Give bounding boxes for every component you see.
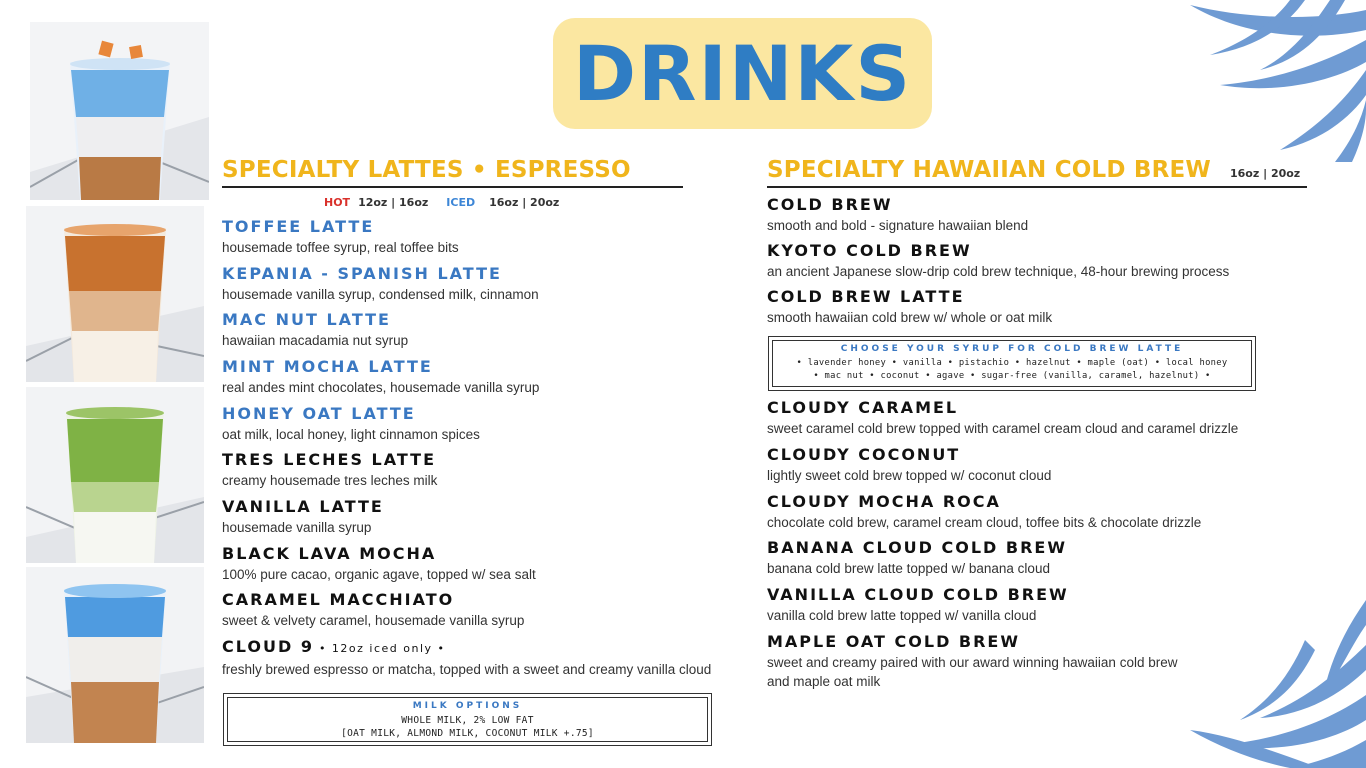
item-name: MAC NUT LATTE xyxy=(222,310,391,329)
item-name: CLOUDY MOCHA ROCA xyxy=(767,492,1001,511)
item-desc: an ancient Japanese slow-drip cold brew technique, 48-hour brewing process xyxy=(767,264,1230,279)
item-name: BLACK LAVA MOCHA xyxy=(222,544,437,563)
item-name: MAPLE OAT COLD BREW xyxy=(767,632,1021,651)
item-name: CARAMEL MACCHIATO xyxy=(222,590,455,609)
coldbrew-divider xyxy=(767,186,1307,188)
item-desc: hawaiian macadamia nut syrup xyxy=(222,333,409,348)
photo-blue-latte xyxy=(30,22,209,200)
blue-latte-cup-icon xyxy=(30,22,209,200)
hot-sizes: 12oz | 16oz xyxy=(358,196,429,209)
coldbrew-heading: SPECIALTY HAWAIIAN COLD BREW xyxy=(767,157,1212,183)
item-desc: creamy housemade tres leches milk xyxy=(222,473,438,488)
item-desc: vanilla cold brew latte topped w/ vanilla cloud xyxy=(767,608,1037,623)
item-desc: sweet caramel cold brew topped with caramel cream cloud and caramel drizzle xyxy=(767,421,1239,436)
item-desc: lightly sweet cold brew topped w/ coconut cloud xyxy=(767,468,1052,483)
palm-leaf-top-icon xyxy=(1090,0,1366,162)
item-desc: real andes mint chocolates, housemade vanilla syrup xyxy=(222,380,540,395)
menu-item-mac-nut-latte xyxy=(222,310,408,350)
lattes-sizes xyxy=(324,196,559,209)
menu-item-cloudy-mocha-roca xyxy=(767,492,1201,532)
menu-item-mint-mocha-latte xyxy=(222,357,539,397)
milk-options-box xyxy=(223,693,712,746)
menu-item-cloud-9 xyxy=(222,637,711,679)
menu-item-cloudy-caramel xyxy=(767,398,1238,438)
photo-iced-latte xyxy=(26,206,204,382)
item-name: MINT MOCHA LATTE xyxy=(222,357,433,376)
item-name: COLD BREW LATTE xyxy=(767,287,965,306)
item-desc: oat milk, local honey, light cinnamon spices xyxy=(222,427,480,442)
item-desc: banana cold brew latte topped w/ banana cloud xyxy=(767,561,1050,576)
item-name: COLD BREW xyxy=(767,195,893,214)
menu-item-banana-cloud-cold-brew xyxy=(767,538,1067,578)
item-name xyxy=(222,637,711,659)
menu-item-tres-leches-latte xyxy=(222,450,437,490)
cloud-latte-cup-icon xyxy=(26,567,204,743)
menu-item-vanilla-latte xyxy=(222,497,384,537)
item-name-text: CLOUD 9 xyxy=(222,637,314,656)
item-desc: smooth hawaiian cold brew w/ whole or oat milk xyxy=(767,310,1053,325)
syrup-options-title: CHOOSE YOUR SYRUP FOR COLD BREW LATTE xyxy=(840,344,1184,354)
matcha-latte-cup-icon xyxy=(26,387,204,563)
photo-cloud-latte xyxy=(26,567,204,743)
milk-options-line: [OAT MILK, ALMOND MILK, COCONUT MILK +.75] xyxy=(341,728,594,739)
title-banner xyxy=(553,18,932,129)
item-name: VANILLA LATTE xyxy=(222,497,384,516)
menu-item-toffee-latte xyxy=(222,217,459,257)
item-desc: sweet and creamy paired with our award winning hawaiian cold brew xyxy=(767,655,1178,670)
syrup-options-line: • mac nut • coconut • agave • sugar-free (vanilla, caramel, hazelnut) • xyxy=(813,371,1211,381)
item-name: TRES LECHES LATTE xyxy=(222,450,436,469)
item-desc: smooth and bold - signature hawaiian blend xyxy=(767,218,1029,233)
menu-item-kepania-latte xyxy=(222,264,539,304)
coldbrew-sizes: 16oz | 20oz xyxy=(1230,167,1301,180)
item-desc: chocolate cold brew, caramel cream cloud, toffee bits & chocolate drizzle xyxy=(767,515,1202,530)
item-name: CLOUDY COCONUT xyxy=(767,445,961,464)
item-desc: sweet & velvety caramel, housemade vanilla syrup xyxy=(222,613,525,628)
milk-options-title: MILK OPTIONS xyxy=(412,701,523,711)
item-name: CLOUDY CARAMEL xyxy=(767,398,959,417)
item-desc: housemade toffee syrup, real toffee bits xyxy=(222,240,459,255)
item-desc: housemade vanilla syrup, condensed milk, cinnamon xyxy=(222,287,539,302)
menu-item-honey-oat-latte xyxy=(222,404,480,444)
menu-item-caramel-macchiato xyxy=(222,590,524,630)
syrup-options-line: • lavender honey • vanilla • pistachio • hazelnut • maple (oat) • local honey xyxy=(796,358,1228,368)
iced-label: ICED xyxy=(446,196,476,209)
item-note: • 12oz iced only • xyxy=(313,642,446,655)
item-desc: housemade vanilla syrup xyxy=(222,520,372,535)
item-desc: freshly brewed espresso or matcha, topped with a sweet and creamy vanilla cloud xyxy=(222,662,712,677)
hot-label: HOT xyxy=(324,196,351,209)
item-desc: and maple oat milk xyxy=(767,674,881,689)
menu-item-cold-brew-latte xyxy=(767,287,1052,327)
syrup-options-box xyxy=(768,336,1256,391)
milk-options-line: WHOLE MILK, 2% LOW FAT xyxy=(401,715,534,726)
item-name: KEPANIA - SPANISH LATTE xyxy=(222,264,502,283)
item-name: VANILLA CLOUD COLD BREW xyxy=(767,585,1069,604)
item-desc: 100% pure cacao, organic agave, topped w/ sea salt xyxy=(222,567,536,582)
menu-item-maple-oat-cold-brew xyxy=(767,632,1177,691)
menu-item-kyoto-cold-brew xyxy=(767,241,1229,281)
menu-item-black-lava-mocha xyxy=(222,544,536,584)
photo-matcha-latte xyxy=(26,387,204,563)
lattes-divider xyxy=(222,186,683,188)
item-name: BANANA CLOUD COLD BREW xyxy=(767,538,1067,557)
item-name: HONEY OAT LATTE xyxy=(222,404,416,423)
lattes-heading: SPECIALTY LATTES • ESPRESSO xyxy=(222,157,631,183)
menu-item-vanilla-cloud-cold-brew xyxy=(767,585,1069,625)
item-name: TOFFEE LATTE xyxy=(222,217,375,236)
page-title: DRINKS xyxy=(572,28,913,118)
item-name: KYOTO COLD BREW xyxy=(767,241,972,260)
menu-item-cloudy-coconut xyxy=(767,445,1051,485)
iced-latte-cup-icon xyxy=(26,206,204,382)
iced-sizes: 16oz | 20oz xyxy=(489,196,560,209)
menu-item-cold-brew xyxy=(767,195,1028,235)
